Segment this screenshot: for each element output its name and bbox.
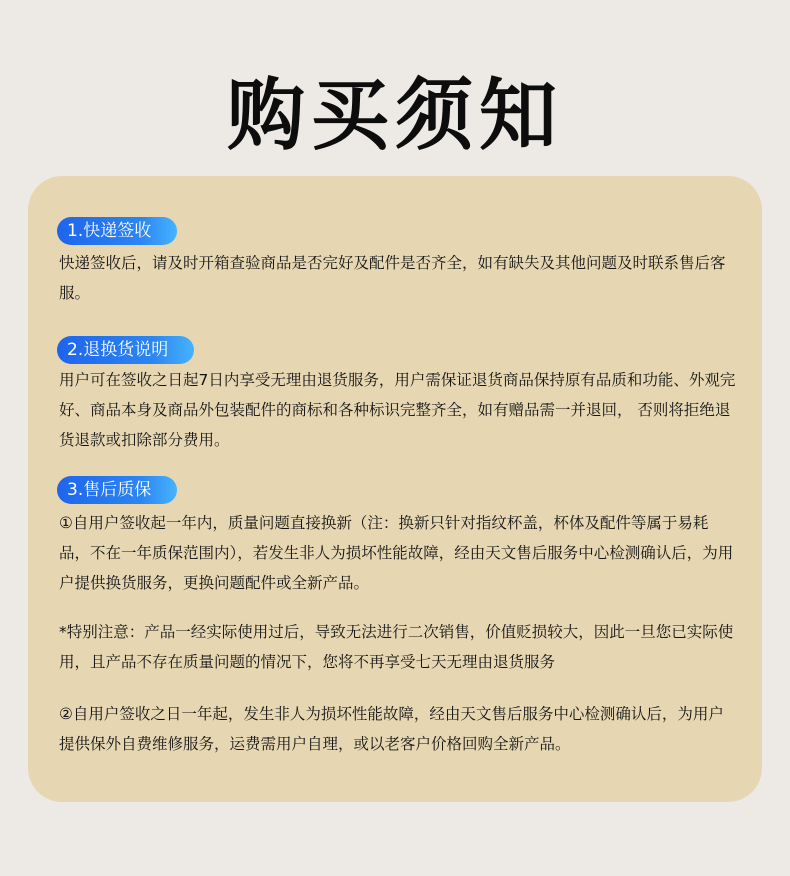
warranty-text-2: ②自用户签收之日一年起，发生非人为损坏性能故障，经由天文售后服务中心检测确认后，为用户提供保外自费维修服务，运费需用户自理，或以老客户价格回购全新产品。 [59, 705, 724, 753]
warranty-special-note: *特别注意：产品一经实际使用过后，导致无法进行二次销售，价值贬损较大，因此一旦您已实际使用，且产品不存在质量问题的情况下，您将不再享受七天无理由退货服务 [59, 623, 734, 671]
page-title: 购买须知 [226, 71, 563, 161]
section-badge-delivery: 1.快递签收 [57, 217, 177, 245]
returns-text: 用户可在签收之日起7日内享受无理由退货服务，用户需保证退货商品保持原有品质和功能、外观完好、商品本身及商品外包装配件的商标和各种标识完整齐全，如有赠品需一并退回， 否则将拒绝退货退款或扣除部分费用。 [59, 371, 736, 449]
warranty-text-1: ①自用户签收起一年内，质量问题直接换新（注：换新只针对指纹杯盖，杯体及配件等属于易耗品，不在一年质保范围内），若发生非人为损坏性能故障，经由天文售后服务中心检测确认后，为用户提供换货服务，更换问题配件或全新产品。 [59, 514, 734, 592]
section-badge-warranty: 3.售后质保 [57, 476, 177, 504]
delivery-text: 快递签收后，请及时开箱查验商品是否完好及配件是否齐全，如有缺失及其他问题及时联系售后客服。 [59, 254, 726, 302]
section-badge-returns: 2.退换货说明 [57, 336, 194, 364]
